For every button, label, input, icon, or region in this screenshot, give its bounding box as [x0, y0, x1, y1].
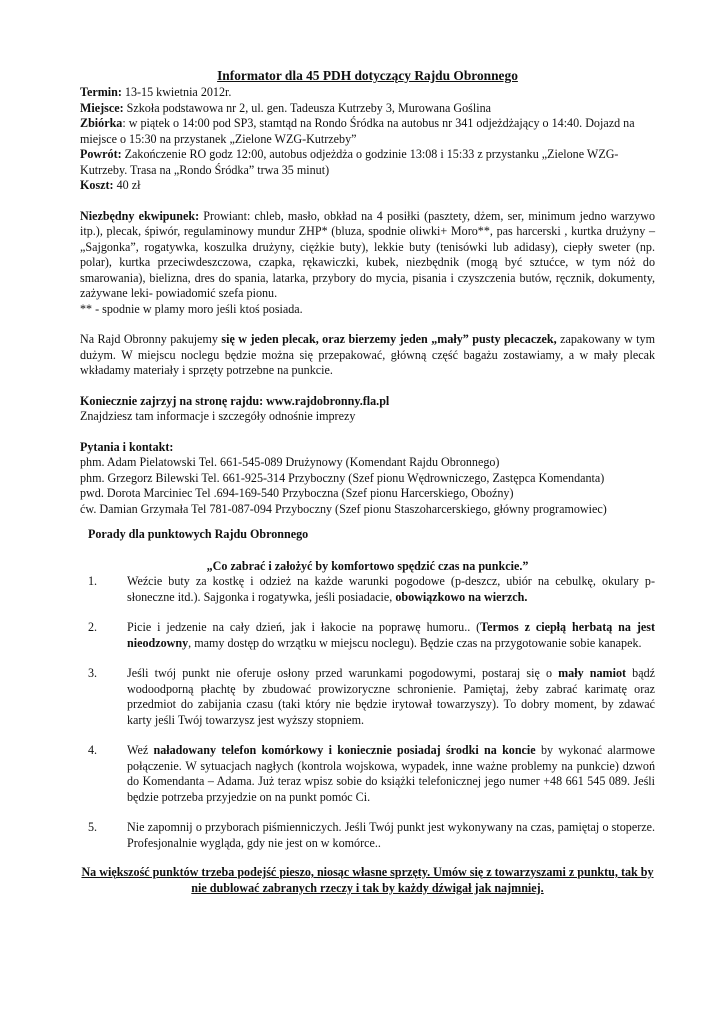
termin-value: 13-15 kwietnia 2012r.: [121, 85, 232, 99]
powrot-value: Zakończenie RO godz 12:00, autobus odjeżdża o godzinie 13:08 i 15:33 z przystanku „Zielone WZG-Kutrzeby. Trasa na „Rondo Śródka” trwa 35 minut): [80, 147, 619, 177]
packing-bold: się w jeden plecak, oraz bierzemy jeden „mały” pusty plecaczek,: [221, 332, 557, 346]
miejsce-label: Miejsce:: [80, 100, 124, 115]
equipment-label: Niezbędny ekwipunek:: [80, 208, 200, 223]
equipment-paragraph: [80, 209, 655, 302]
equipment-text: Prowiant: chleb, masło, obkład na 4 posiłki (pasztety, dżem, ser, minimum jedno warzywo itp.), plecak, śpiwór, regulaminowy mundur ZHP* (bluza, spodnie oliwki+ Moro**, pas harcerski , kurtka drużyny – „Sajgonka”, rogatywka, koszulka drużyny, ciężkie buty), lekkie buty (tenisówki lub adidasy), ciepły sweter (np. polar), kurtka przeciwdeszczowa, czapka, rękawiczki, kubek, niezbędnik (mogą być sztućce, w tym nóż do smarowania), bielizna, dres do spania, latarka, przybory do mycia, pisania i czyszczenia butów, ręcznik, dokumenty, zażywane leki- powiadomić szefa pionu.: [80, 208, 656, 300]
tips-heading-text: Porady dla punktowych Rajdu Obronnego: [88, 527, 309, 541]
tips-subheading: [80, 559, 655, 575]
tip-item-3: [80, 666, 655, 728]
tips-subheading-text: „Co zabrać i założyć by komfortowo spędzić czas na punkcie.”: [206, 558, 529, 573]
tip-number: 4.: [88, 743, 98, 757]
tips-heading: [80, 527, 655, 543]
tip-number: 1.: [88, 574, 98, 588]
tip-bold: mały namiot: [558, 666, 627, 680]
miejsce-value: Szkoła podstawowa nr 2, ul. gen. Tadeusza Kutrzeby 3, Murowana Goślina: [123, 100, 492, 115]
tip-item-4: [80, 743, 655, 805]
powrot-label: Powrót:: [80, 147, 122, 161]
tip-text: Jeśli twój punkt nie oferuje osłony przed warunkami pogodowymi, postaraj się o: [127, 666, 559, 680]
tip-bold: Termos z ciepłą herbatą na jest nieodzowny: [127, 620, 655, 650]
tip-item-2: [80, 620, 655, 651]
tip-text: Weź: [127, 743, 154, 757]
website-link-text: Koniecznie zajrzyj na stronę rajdu: www.rajdobronny.fla.pl: [80, 393, 390, 408]
document-title: Informator dla 45 PDH dotyczący Rajdu Obronnego: [217, 68, 518, 83]
info-termin: [80, 85, 655, 101]
zbiorka-value: : w piątek o 14:00 pod SP3, stamtąd na Rondo Śródka na autobus nr 341 odjeżdżający o 14:40. Dojazd na miejsce o 15:30 na przystanek „Zielone WZG-Kutrzeby”: [80, 116, 635, 146]
packing-paragraph: [80, 332, 655, 379]
tip-item-1: [80, 574, 655, 605]
contact-item: ćw. Damian Grzymała Tel 781-087-094 Przyboczny (Szef pionu Staszoharcerskiego, główny programowiec): [80, 501, 607, 516]
termin-label: Termin:: [80, 85, 122, 99]
info-powrot: [80, 147, 655, 178]
koszt-label: Koszt:: [80, 178, 114, 192]
tip-text: bądź wodoodporną płachtę by zbudować prowizoryczne schronienie. Pamiętaj, żeby zabrać karimatę oraz przedmiot do zabijania czasu (taki który nie będzie irytował towarzyszy). To dobry moment, by zdawać karty jeśli Twój towarzysz jest wyższy stopniem.: [127, 666, 655, 727]
document-page: [80, 68, 655, 896]
tip-text: Picie i jedzenie na cały dzień, jak i łakocie na poprawę humoru.. (: [127, 620, 481, 634]
equipment-footnote: ** - spodnie w plamy moro jeśli ktoś posiada.: [80, 301, 303, 316]
tip-number: 2.: [88, 620, 98, 634]
packing-post: zapakowany w tym dużym. W miejscu noclegu będzie można się przepakować, główną część bagażu zostawiamy, a w mały plecak wkładamy materiały i sprzęty potrzebne na punkcie.: [80, 332, 655, 377]
contact-item: phm. Grzegorz Bilewski Tel. 661-925-314 Przyboczny (Szef pionu Wędrowniczego, Zastępca Komendanta): [80, 470, 605, 485]
tip-bold: naładowany telefon komórkowy i koniecznie posiadaj środki na koncie: [153, 743, 536, 757]
tip-text: , mamy dostęp do wrzątku w miejscu noclegu). Będzie czas na przygotowanie sobie kanapek.: [188, 635, 642, 650]
packing-pre: Na Rajd Obronny pakujemy: [80, 332, 222, 346]
contact-item: phm. Adam Pielatowski Tel. 661-545-089 Drużynowy (Komendant Rajdu Obronnego): [80, 455, 500, 469]
tip-text: by wykonać alarmowe połączenie. W sytuacjach nagłych (kontrola wojskowa, wypadek, inne ważne problemy na punkcie) dzwoń do Komendanta – Adama. Już teraz wpisz sobie do książki telefonicznej jego numer +48 661 545 089. Jeśli będzie potrzeba przyjedzie on na punkt pomóc Ci.: [127, 743, 655, 804]
final-note: Na większość punktów trzeba podejść pieszo, niosąc własne sprzęty. Umów się z towarzyszami z punktu, tak by nie dublować zabranych rzeczy i tak by każdy dźwigał jak najmniej.: [81, 865, 654, 895]
contacts-label: Pytania i kontakt:: [80, 439, 174, 454]
koszt-value: 40 zł: [113, 178, 141, 192]
website-line: [80, 394, 655, 410]
tip-text: Nie zapomnij o przyborach piśmienniczych. Jeśli Twój punkt jest wykonywany na czas, pamiętaj o stoperze. Profesjonalnie wygląda, gdy nie jest on w komórce..: [127, 820, 655, 850]
contact-item: pwd. Dorota Marciniec Tel .694-169-540 Przyboczna (Szef pionu Harcerskiego, Oboźny): [80, 486, 514, 500]
tip-number: 3.: [88, 666, 98, 680]
tip-text: Weźcie buty za kostkę i odzież na każde warunki pogodowe (p-deszcz, ubiór na cebulkę, okulary p-słoneczne itd.). Sajgonka i rogatywka, jeśli posiadacie,: [127, 574, 655, 604]
info-koszt: [80, 178, 655, 194]
zbiorka-label: Zbiórka: [80, 116, 123, 130]
website-description: Znajdziesz tam informacje i szczegóły odnośnie imprezy: [80, 409, 356, 423]
tip-number: 5.: [88, 820, 98, 834]
info-zbiorka: [80, 116, 655, 147]
tip-item-5: [80, 820, 655, 851]
contacts-heading: [80, 440, 655, 456]
tip-bold: obowiązkowo na wierzch.: [395, 589, 528, 604]
info-miejsce: [80, 101, 655, 117]
